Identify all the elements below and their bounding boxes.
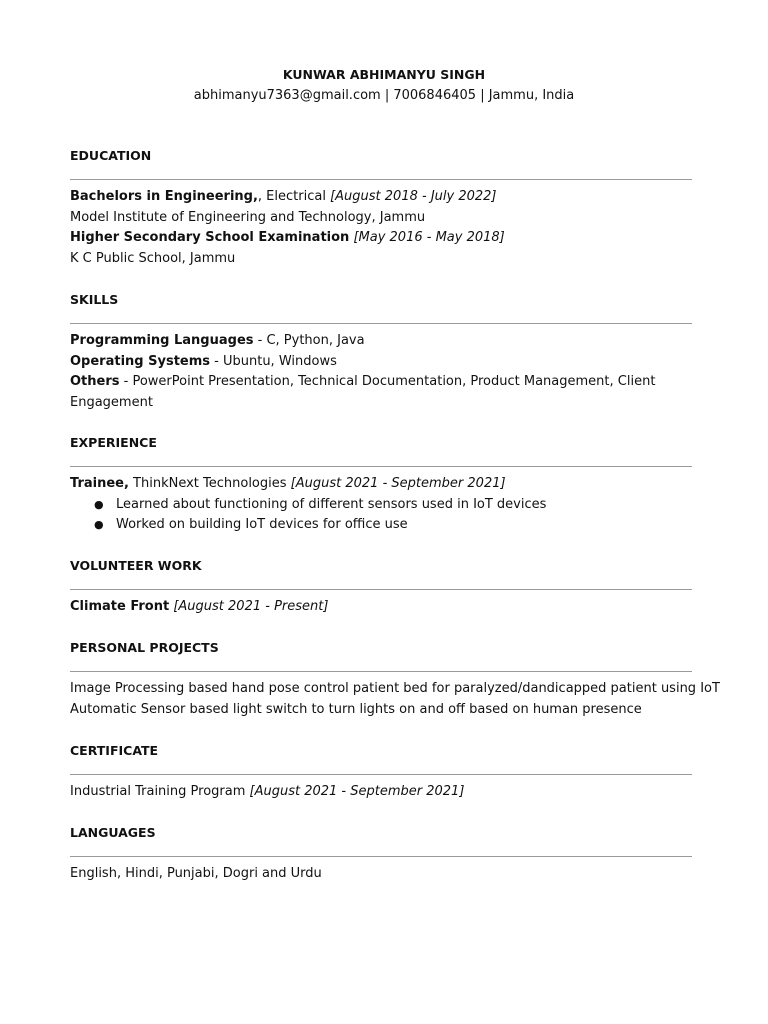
skills-programming-label: Programming Languages — [70, 333, 254, 348]
section-divider — [70, 179, 692, 180]
skills-others-value: - PowerPoint Presentation, Technical Documentation, Product Management, Client — [119, 374, 656, 390]
section-title-projects: PERSONAL PROJECTS — [70, 640, 219, 655]
list-item — [70, 495, 692, 516]
degree-field: , Electrical — [257, 189, 331, 204]
skills-programming-value: - C, Python, Java — [253, 333, 365, 348]
school-exam-dates: [May 2016 - May 2018] — [349, 230, 505, 246]
section-title-certificate: CERTIFICATE — [70, 743, 159, 758]
project-item: Automatic Sensor based light switch to turn lights on and off based on human presence — [70, 701, 642, 717]
section-divider — [70, 323, 692, 324]
experience-dates: [August 2021 - September 2021] — [290, 476, 506, 491]
experience-role-line — [70, 474, 692, 495]
school-line: K C Public School, Jammu — [70, 250, 236, 266]
education-section — [70, 146, 692, 269]
project-item: Image Processing based hand pose control patient bed for paralyzed/dandicapped patient using IoT — [70, 681, 720, 696]
experience-company: ThinkNext Technologies — [128, 476, 291, 491]
degree-dates: [August 2018 - July 2022] — [330, 189, 497, 204]
bullet-text: Learned about functioning of different sensors used in IoT devices — [116, 496, 547, 512]
bullet-icon: ● — [94, 497, 104, 511]
contact-line: abhimanyu7363@gmail.com | 7006846405 | Jammu, India — [193, 88, 575, 103]
volunteer-line — [70, 597, 692, 618]
skills-os-label: Operating Systems — [70, 353, 211, 369]
degree-line — [70, 187, 692, 208]
volunteer-org: Climate Front — [70, 599, 170, 614]
section-divider — [70, 466, 692, 467]
bullet-text: Worked on building IoT devices for office use — [116, 517, 408, 533]
resume-header — [0, 64, 768, 106]
languages-list: English, Hindi, Punjabi, Dogri and Urdu — [70, 866, 322, 881]
certificate-dates: [August 2021 - September 2021] — [249, 784, 465, 799]
section-divider — [70, 774, 692, 775]
bullet-icon: ● — [94, 518, 104, 532]
experience-role: Trainee, — [70, 476, 129, 491]
degree-name: Bachelors in Engineering, — [70, 189, 258, 204]
section-title-skills: SKILLS — [70, 292, 119, 307]
experience-section — [70, 433, 692, 536]
section-divider — [70, 671, 692, 672]
section-divider — [70, 589, 692, 590]
certificate-line — [70, 782, 692, 803]
certificate-section — [70, 741, 692, 803]
section-title-education: EDUCATION — [70, 148, 152, 163]
section-title-languages: LANGUAGES — [70, 825, 156, 840]
volunteer-section — [70, 556, 692, 618]
experience-bullets — [70, 495, 692, 536]
skills-os-value: - Ubuntu, Windows — [210, 353, 337, 369]
skills-others — [70, 372, 692, 393]
skills-section — [70, 290, 692, 413]
list-item — [70, 515, 692, 536]
skills-programming — [70, 331, 692, 352]
languages-section — [70, 823, 692, 885]
certificate-name: Industrial Training Program — [70, 784, 250, 799]
projects-section — [70, 638, 720, 720]
volunteer-dates: [August 2021 - Present] — [169, 599, 329, 614]
skills-os — [70, 352, 692, 373]
section-divider — [70, 856, 692, 857]
skills-others-label: Others — [70, 374, 120, 390]
section-title-volunteer: VOLUNTEER WORK — [70, 558, 202, 573]
college-line: Model Institute of Engineering and Technology, Jammu — [70, 209, 426, 225]
school-exam-line — [70, 228, 692, 249]
skills-others-cont: Engagement — [70, 394, 153, 410]
candidate-name: KUNWAR ABHIMANYU SINGH — [282, 67, 486, 82]
section-title-experience: EXPERIENCE — [70, 435, 157, 450]
school-exam-name: Higher Secondary School Examination — [70, 230, 350, 246]
